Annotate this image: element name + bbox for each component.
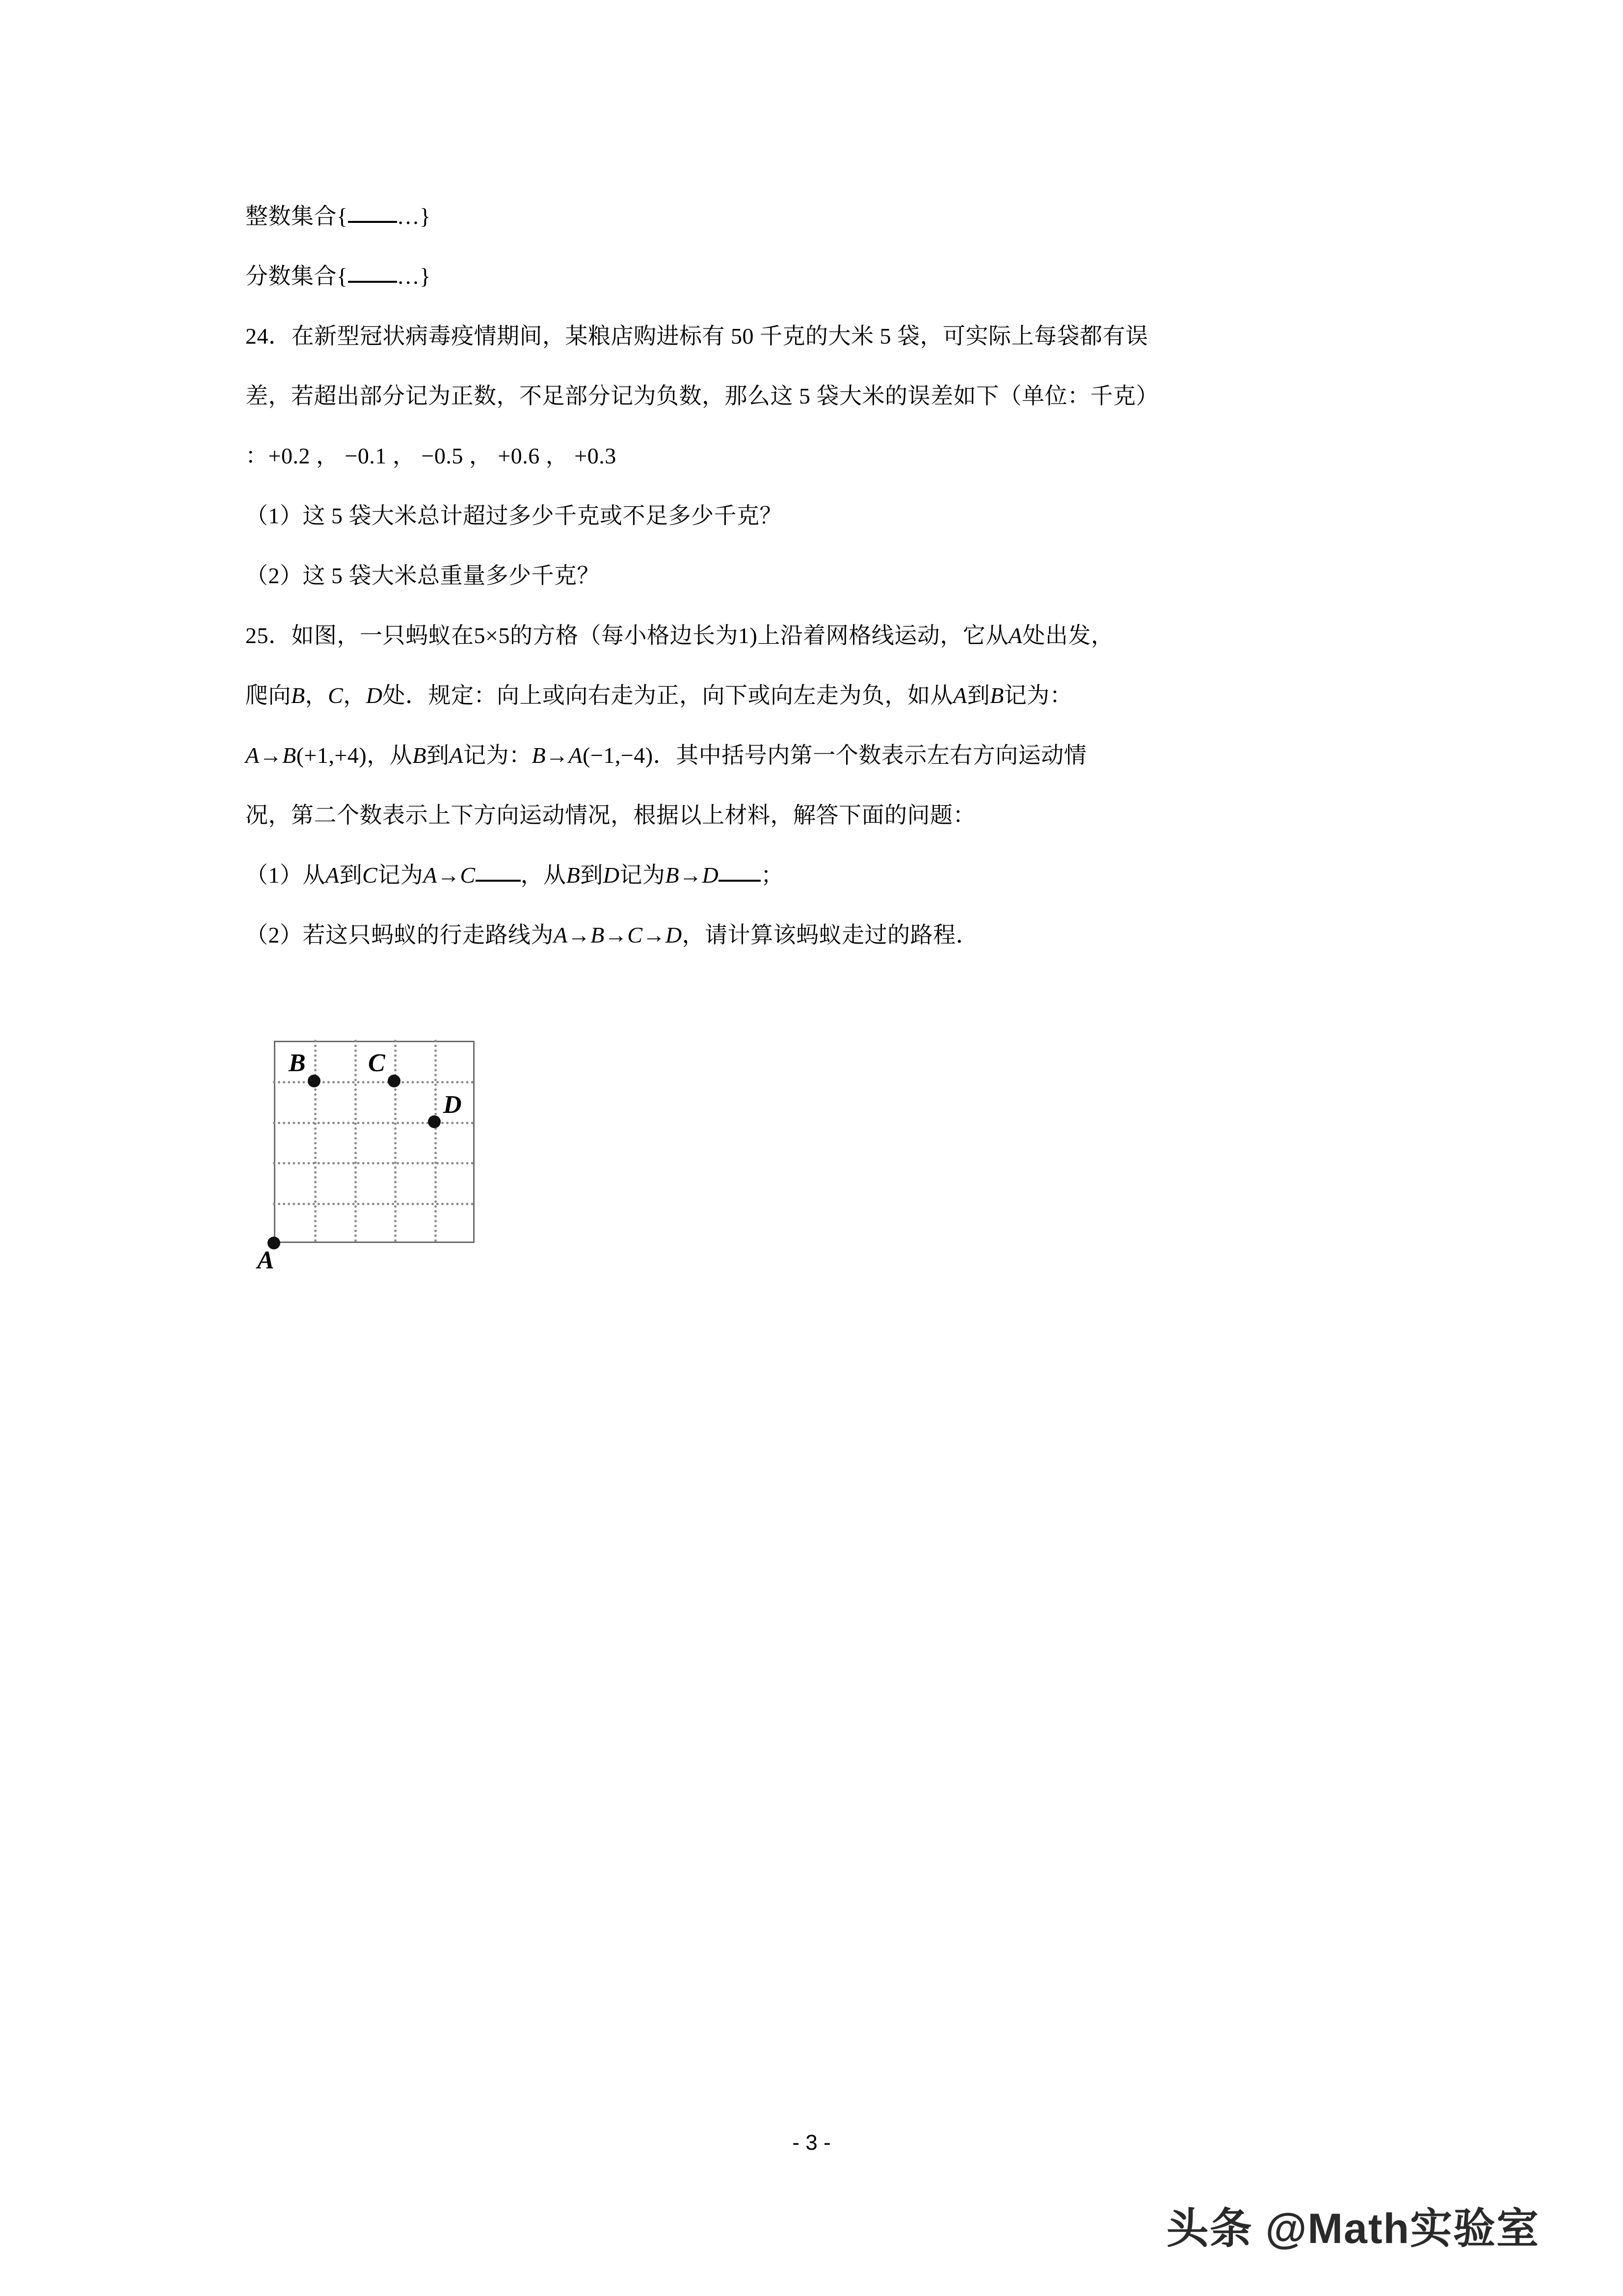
q25-grid-size: 5×5	[474, 623, 510, 648]
q25-s1-i: 到	[580, 863, 603, 888]
grid-hline-1	[273, 1203, 474, 1205]
q24-sub-question-2: （2）这 5 袋大米总重量多少千克？	[245, 563, 600, 588]
q25-s2-c: ，请计算该蚂蚁走过的路程．	[682, 922, 979, 947]
q25-s1-point-b: B	[566, 863, 581, 888]
q25-notation-ba-values: (−1,−4)	[583, 743, 653, 768]
q25-l3-g: 记为：	[463, 743, 532, 768]
grid-hline-2	[273, 1162, 474, 1164]
q25-l2-c: ，	[305, 683, 328, 708]
point-b-label: B	[289, 1049, 306, 1077]
q25-cell-length: 1)	[738, 623, 758, 648]
q25-l2-k: 记为：	[1004, 683, 1073, 708]
grid-vline-2	[354, 1040, 357, 1242]
q25-l3-point-a: A	[449, 743, 463, 768]
q25-l1-b: 的方格（每小格边长为	[509, 623, 738, 648]
q25-point-a-ref: A	[1008, 623, 1023, 648]
q25-s1-a: （1）从	[245, 863, 325, 888]
grid-hline-4	[273, 1081, 474, 1083]
point-a-label: A	[257, 1246, 274, 1274]
q25-s1-notation-bd: B→D	[665, 863, 719, 888]
q25-s1-point-c: C	[362, 863, 378, 888]
q25-route: A→B→C→D	[554, 922, 682, 947]
q25-s1-point-a: A	[325, 863, 340, 888]
q24-stem-line-2: 差，若超出部分记为正数，不足部分记为负数，那么这 5 袋大米的误差如下（单位：千克）	[245, 383, 1159, 408]
grid-vline-3	[394, 1040, 397, 1242]
q25-l1-f: 处出发，	[1022, 623, 1114, 648]
q25-notation-ba: B→A	[532, 743, 583, 768]
q24-stem-line-1: 24．在新型冠状病毒疫情期间，某粮店购进标有 50 千克的大米 5 袋，可实际上每袋都有误	[245, 324, 1148, 349]
fraction-set-line	[245, 246, 1384, 306]
q25-s2-a: （2）若这只蚂蚁的行走路线为	[245, 922, 554, 947]
q25-point-b-ref: B	[291, 683, 305, 708]
q25-l2-point-b: B	[990, 683, 1004, 708]
fraction-set-blank[interactable]	[348, 281, 397, 283]
ant-grid-figure	[257, 1041, 475, 1274]
q25-point-c-ref: C	[328, 683, 344, 708]
point-d-dot	[428, 1115, 441, 1128]
point-c-dot	[388, 1075, 400, 1087]
q24-values-line: ：+0.2 ， −0.1 ， −0.5 ， +0.6 ， +0.3	[245, 443, 616, 468]
q25-stem-line-2	[245, 666, 1384, 726]
q25-l1-a: 25．如图，一只蚂蚁在	[245, 623, 474, 648]
text-body	[245, 187, 1384, 965]
point-c-label: C	[368, 1049, 385, 1077]
q25-l2-a: 爬向	[245, 683, 291, 708]
q25-l1-d: 上沿着网格线运动，它从	[757, 623, 1009, 648]
q25-s1-e: 记为	[377, 863, 424, 888]
q25-s1-point-d: D	[603, 863, 620, 888]
q25-s1-c: 到	[339, 863, 363, 888]
q25-notation-ab-values: (+1,+4)	[296, 743, 367, 768]
q25-l3-j: ．其中括号内第一个数表示左右方向运动情	[653, 743, 1087, 768]
q25-notation-ab: A→B	[245, 743, 296, 768]
grid-vline-4	[434, 1040, 437, 1242]
q25-l2-i: 到	[967, 683, 990, 708]
q25-l2-point-a: A	[953, 683, 967, 708]
q25-l3-e: 到	[426, 743, 450, 768]
q25-point-d-ref: D	[366, 683, 383, 708]
q25-l2-e: ，	[343, 683, 366, 708]
integer-set-blank[interactable]	[348, 221, 397, 223]
q25-s1-g: ，从	[520, 863, 566, 888]
q25-sub-question-1	[245, 845, 1384, 905]
q25-stem-line-1	[245, 606, 1384, 666]
integer-set-prefix: 整数集合{	[245, 204, 348, 229]
grid-vline-1	[314, 1040, 317, 1242]
fraction-set-prefix: 分数集合{	[245, 264, 348, 289]
q25-answer-blank-ac[interactable]	[476, 880, 521, 882]
point-b-dot	[308, 1075, 320, 1087]
q25-stem-line-3	[245, 726, 1384, 785]
fraction-set-suffix: …}	[397, 264, 431, 289]
q25-sub-question-2	[245, 905, 1384, 965]
q25-l3-c: ，从	[367, 743, 413, 768]
q25-s1-m: ；	[761, 863, 784, 888]
q25-l3-point-b: B	[412, 743, 426, 768]
watermark-text: 头条 @Math实验室	[1166, 2205, 1540, 2252]
q25-l2-g: 处．规定：向上或向右走为正，向下或向左走为负，如从	[382, 683, 954, 708]
integer-set-suffix: …}	[397, 204, 431, 229]
q25-answer-blank-bd[interactable]	[718, 880, 761, 882]
q25-s1-k: 记为	[619, 863, 665, 888]
q25-s1-notation-ac: A→C	[423, 863, 476, 888]
page-number: - 3 -	[792, 2131, 831, 2155]
q24-sub-question-1: （1）这 5 袋大米总计超过多少千克或不足多少千克？	[245, 503, 782, 528]
q25-stem-line-4: 况，第二个数表示上下方向运动情况，根据以上材料，解答下面的问题：	[245, 803, 976, 828]
point-d-label: D	[443, 1091, 462, 1119]
integer-set-line	[245, 187, 1384, 246]
grid-hline-3	[273, 1122, 474, 1124]
